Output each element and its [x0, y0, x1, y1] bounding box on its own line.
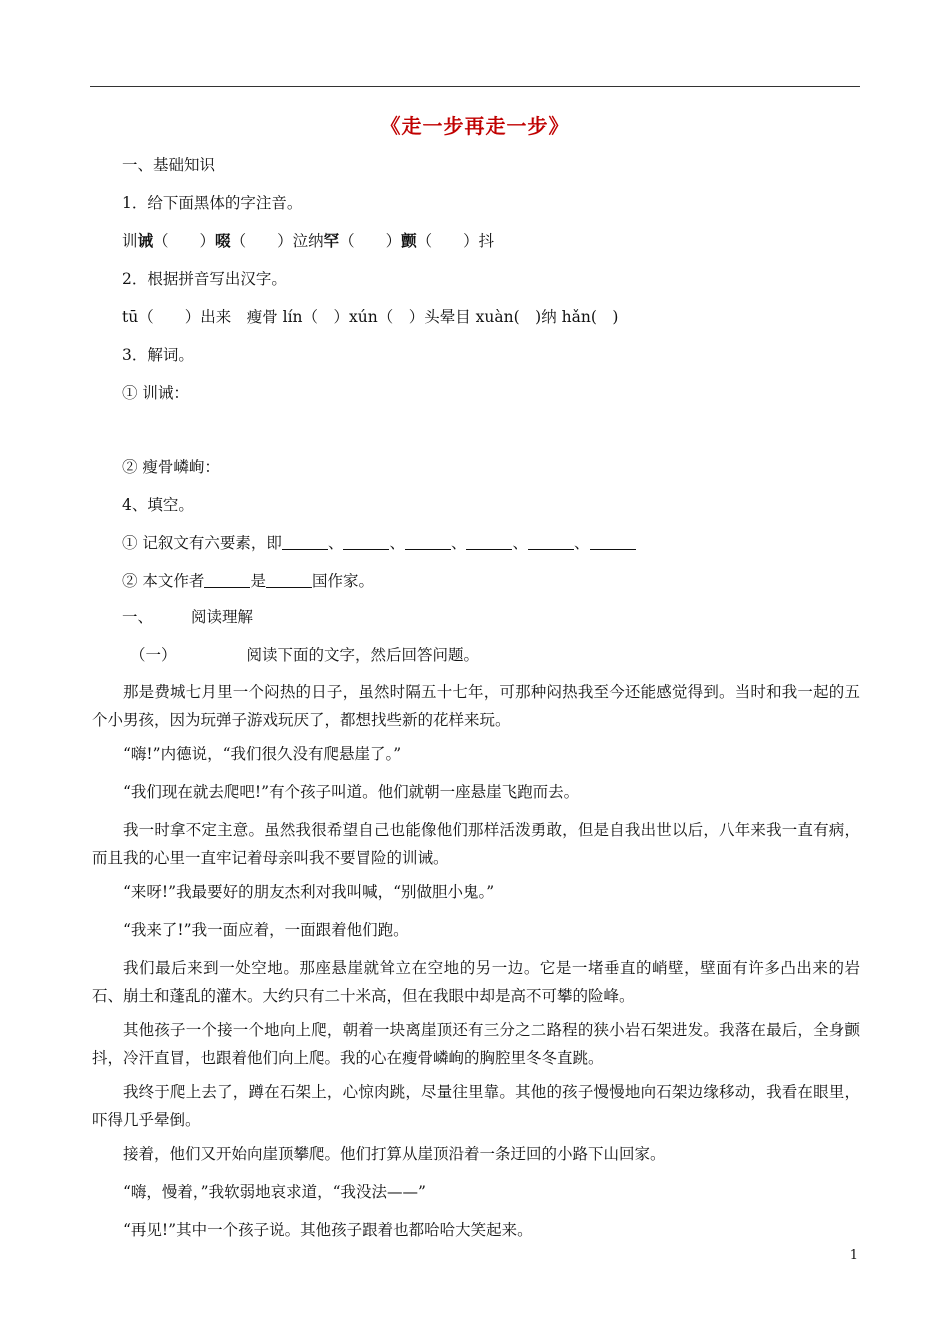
paragraph: “我们现在就去爬吧!”有个孩子叫道。他们就朝一座悬崖飞跑而去。 [123, 783, 580, 801]
fill-blank[interactable] [266, 572, 312, 588]
page-title: 《走一步再走一步》 [380, 114, 570, 138]
question-2-label: 2．根据拼音写出汉字。 [122, 270, 287, 288]
fill-blank[interactable] [590, 534, 636, 550]
question-3-item-2: ② 瘦骨嶙峋： [122, 458, 220, 476]
paragraph: “嗨，慢着，”我软弱地哀求道，“我没法——” [123, 1183, 426, 1201]
section-reading: 一、 阅读理解 [122, 608, 254, 626]
paragraph: “嗨!”内德说，“我们很久没有爬悬崖了。” [123, 745, 402, 763]
reading-part-1: （一） 阅读下面的文字，然后回答问题。 [130, 646, 480, 664]
section-basic-knowledge: 一、基础知识 [122, 156, 216, 174]
paragraph: 接着，他们又开始向崖顶攀爬。他们打算从崖顶沿着一条迂回的小路下山回家。 [123, 1145, 666, 1163]
question-4-item-2: ② 本文作者 是 国作家。 [122, 572, 374, 590]
paragraph: 我终于爬上去了，蹲在石架上，心惊肉跳，尽量往里靠。其他的孩子慢慢地向石架边缘移动，我看在眼里，吓得几乎晕倒。 [92, 1083, 860, 1129]
fill-blank[interactable] [204, 572, 250, 588]
paragraph: “我来了!”我一面应着，一面跟着他们跑。 [123, 921, 409, 939]
paragraph: 我们最后来到一处空地。那座悬崖就耸立在空地的另一边。它是一堵垂直的峭壁，壁面有许多凸出来的岩石、崩土和蓬乱的灌木。大约只有二十米高，但在我眼中却是高不可攀的险峰。 [92, 959, 860, 1005]
question-3-label: 3．解词。 [122, 346, 194, 364]
fill-blank[interactable] [405, 534, 451, 550]
question-4-item-1: ① 记叙文有六要素，即 、 、 、 、 、 [122, 530, 858, 556]
fill-blank[interactable] [343, 534, 389, 550]
paragraph: 我一时拿不定主意。虽然我很希望自己也能像他们那样活泼勇敢，但是自我出世以后，八年来我一直有病，而且我的心里一直牢记着母亲叫我不要冒险的训诫。 [92, 821, 860, 867]
fill-blank[interactable] [282, 534, 328, 550]
paragraph: 其他孩子一个接一个地向上爬，朝着一块离崖顶还有三分之二路程的狭小岩石架进发。我落在最后，全身颤抖，冷汗直冒，也跟着他们向上爬。我的心在瘦骨嶙峋的胸腔里冬冬直跳。 [92, 1021, 860, 1067]
question-1-items: 训诫（ ）啜（ ）泣纳罕（ ）颤（ ）抖 [122, 231, 495, 250]
fill-blank[interactable] [528, 534, 574, 550]
question-1-label: 1．给下面黑体的字注音。 [122, 194, 303, 212]
header-rule [90, 86, 860, 87]
question-2-line: tū（ ）出来 瘦骨 lín（ ）xún（ ）头晕目 xuàn( )纳 hǎn( ) [122, 308, 619, 326]
paragraph: “再见!”其中一个孩子说。其他孩子跟着也都哈哈大笑起来。 [123, 1221, 533, 1239]
paragraph: 那是费城七月里一个闷热的日子，虽然时隔五十七年，可那种闷热我至今还能感觉得到。当时和我一起的五个小男孩，因为玩弹子游戏玩厌了，都想找些新的花样来玩。 [92, 683, 860, 729]
question-3-item-1: ① 训诫： [122, 384, 189, 402]
fill-blank[interactable] [466, 534, 512, 550]
question-4-label: 4、填空。 [122, 496, 194, 514]
page-number: 1 [849, 1248, 858, 1263]
paragraph: “来呀!”我最要好的朋友杰利对我叫喊，“别做胆小鬼。” [123, 883, 495, 901]
